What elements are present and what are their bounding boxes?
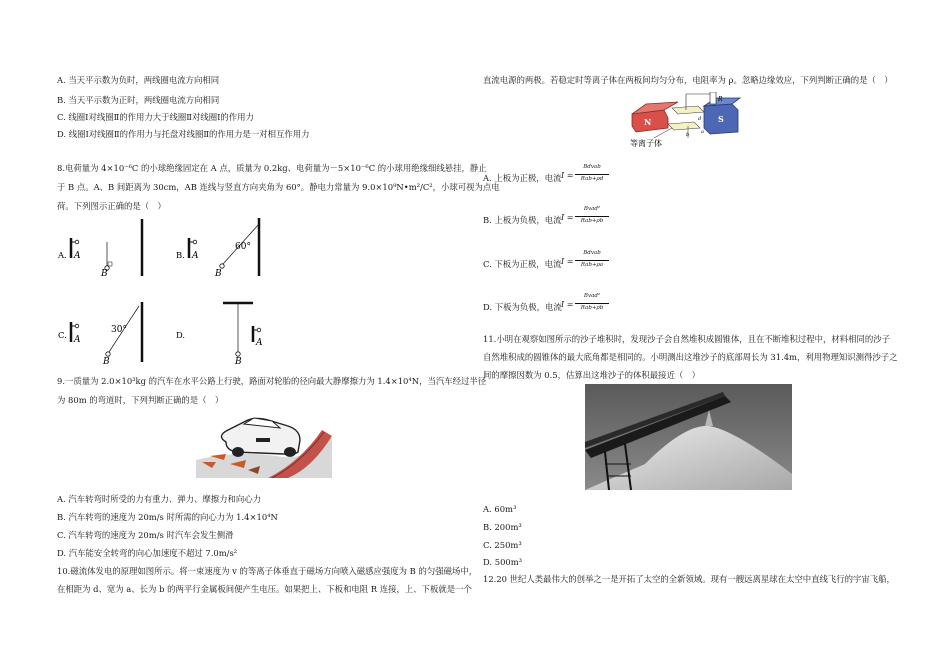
q10-option-b-text: B. 上板为负极，电流 xyxy=(483,215,562,225)
q10-option-a-text: A. 上板为正极，电流 xyxy=(483,173,562,183)
q8-figure-a-point-b: B xyxy=(101,269,108,278)
q9-option-b: B. 汽车转弯的速度为 20m/s 时所需的向心力为 1.4×10⁴N xyxy=(57,512,278,522)
q9-option-a: A. 汽车转弯时所受的力有重力、弹力、摩擦力和向心力 xyxy=(57,494,261,504)
q10-option-c xyxy=(483,259,561,270)
dimension-b-label: b xyxy=(686,132,690,138)
formula-a-lhs: I = xyxy=(561,171,574,180)
q8-text-line-3: 荷。下列图示正确的是（ ） xyxy=(57,201,166,211)
formula-a-numerator: Bdvab xyxy=(583,164,601,170)
q7-option-b: B. 当天平示数为正时，两线圈电流方向相同 xyxy=(57,95,220,105)
q8-figure-c-point-b: B xyxy=(103,357,110,366)
q8-figure-c xyxy=(57,298,157,366)
q7-option-a: A. 当天平示数为负时，两线圈电流方向相同 xyxy=(57,75,220,85)
q8-figure-c-point-a: A xyxy=(74,335,81,345)
q11-text-line-2: 自然堆积成的圆锥体的最大底角都是相同的。小明测出这堆沙子的底部周长为 31.4m，利用物理知识测得沙子之 xyxy=(483,352,898,362)
q8-figure-d xyxy=(175,298,275,366)
q11-option-b: B. 200m³ xyxy=(483,522,522,532)
resistor-label: R xyxy=(718,96,723,103)
q9-text-line-2: 为 80m 的弯道时，下列判断正确的是（ ） xyxy=(57,395,224,405)
q8-figure-a-label: A. xyxy=(58,250,67,260)
formula-b-lhs: I = xyxy=(561,213,574,222)
formula-b-denominator: Rab+ρb xyxy=(580,218,604,224)
q8-figure-a xyxy=(57,216,157,278)
formula-b-numerator: Bvad² xyxy=(583,206,601,212)
q8-figure-b-point-a: A xyxy=(192,251,199,261)
formula-c-numerator: Bdvab xyxy=(583,250,601,256)
q11-text-line-3: 间的摩擦因数为 0.5，估算出这堆沙子的体积最接近（ ） xyxy=(483,370,700,380)
q10-option-d xyxy=(483,302,562,313)
q10-option-a-formula xyxy=(561,164,621,190)
q8-text-line-1: 8.电荷量为 4×10⁻⁶C 的小球绝缘固定在 A 点，质量为 0.2kg、电荷量为－5×10⁻⁶C 的小球用绝缘细线悬挂，静止 xyxy=(57,163,487,173)
formula-a-denominator: Rab+ρd xyxy=(580,176,604,182)
q9-car-turning-image xyxy=(196,412,332,478)
formula-d-numerator: Bvad² xyxy=(583,293,601,299)
formula-d-denominator: Rab+ρb xyxy=(580,305,604,311)
q8-figure-b-point-b: B xyxy=(215,269,222,278)
q10-option-a xyxy=(483,173,561,184)
formula-d-lhs: I = xyxy=(561,300,574,309)
q12-text-line-1: 12.20 世纪人类最伟大的创举之一是开拓了太空的全新领域。现有一艘远离星球在太空中直线飞行的宇宙飞船， xyxy=(483,574,895,584)
q11-text-line-1: 11.小明在观察如图所示的沙子堆积时，发现沙子会自然堆积成圆锥体，且在不断堆积过程中，材料相同的沙子 xyxy=(483,334,890,344)
q8-text-line-2: 于 B 点。A、B 间距离为 30cm，AB 连线与竖直方向夹角为 60°。静电力常量为 9.0×10⁹N•m²/C²，小球可视为点电 xyxy=(57,182,500,192)
q8-figure-d-point-b: B xyxy=(235,357,242,366)
q10-option-d-text: D. 下板为负极，电流 xyxy=(483,302,562,312)
dimension-a-label: a xyxy=(701,129,704,135)
q9-option-d: D. 汽车能安全转弯的向心加速度不超过 7.0m/s² xyxy=(57,548,238,558)
q10-option-b xyxy=(483,215,561,226)
q8-figure-d-point-a: A xyxy=(256,338,263,348)
q10-text-line-3: 直流电源的两极。若稳定时等离子体在两板间均匀分布，电阻率为 ρ。忽略边缘效应，下列判断正确的是（ ） xyxy=(483,75,893,85)
dimension-d-label: d xyxy=(698,116,702,122)
formula-c-lhs: I = xyxy=(561,257,574,266)
plasma-label: 等离子体 xyxy=(630,139,662,148)
q8-figure-b xyxy=(175,216,275,278)
south-pole-label: S xyxy=(718,114,724,124)
q11-option-d: D. 500m³ xyxy=(483,557,523,567)
q10-text-line-1: 10.磁流体发电的原理如图所示。将一束速度为 v 的等离子体垂直于磁场方向喷入磁感应强度为 B 的匀强磁场中， xyxy=(57,566,478,576)
q8-figure-b-angle: 60° xyxy=(235,242,251,252)
q10-option-c-formula xyxy=(561,250,621,276)
q10-text-line-2: 在相距为 d、宽为 a、长为 b 的两平行金属板间便产生电压。如果把上、下板和电阻 R 连接，上、下板就是一个 xyxy=(57,584,472,594)
q8-figure-a-point-a: A xyxy=(74,251,81,261)
q10-option-b-formula xyxy=(561,206,621,232)
q9-text-line-1: 9.一质量为 2.0×10³kg 的汽车在水平公路上行驶，路面对轮胎的径向最大静摩擦力为 1.4×10⁴N，当汽车经过半径 xyxy=(57,376,487,386)
formula-c-denominator: Rab+ρa xyxy=(580,262,604,268)
north-pole-label: N xyxy=(644,117,652,127)
q8-figure-b-label: B. xyxy=(176,250,185,260)
q7-option-c: C. 线圈Ⅰ对线圈Ⅱ的作用力大于线圈Ⅱ对线圈Ⅰ的作用力 xyxy=(57,112,254,122)
q11-option-c: C. 250m³ xyxy=(483,540,522,550)
q10-option-d-formula xyxy=(561,293,621,319)
q8-figure-c-angle: 30° xyxy=(111,325,127,335)
q7-option-d: D. 线圈Ⅰ对线圈Ⅱ的作用力与托盘对线圈Ⅱ的作用力是一对相互作用力 xyxy=(57,129,310,139)
q9-option-c: C. 汽车转弯的速度为 20m/s 时汽车会发生侧滑 xyxy=(57,530,234,540)
q11-option-a: A. 60m³ xyxy=(483,504,517,514)
q10-mhd-generator-figure xyxy=(628,92,748,150)
q11-sand-pile-photo xyxy=(585,384,792,490)
q8-figure-d-label: D. xyxy=(176,330,186,340)
q8-figure-c-label: C. xyxy=(58,330,67,340)
q10-option-c-text: C. 下板为正极，电流 xyxy=(483,259,562,269)
